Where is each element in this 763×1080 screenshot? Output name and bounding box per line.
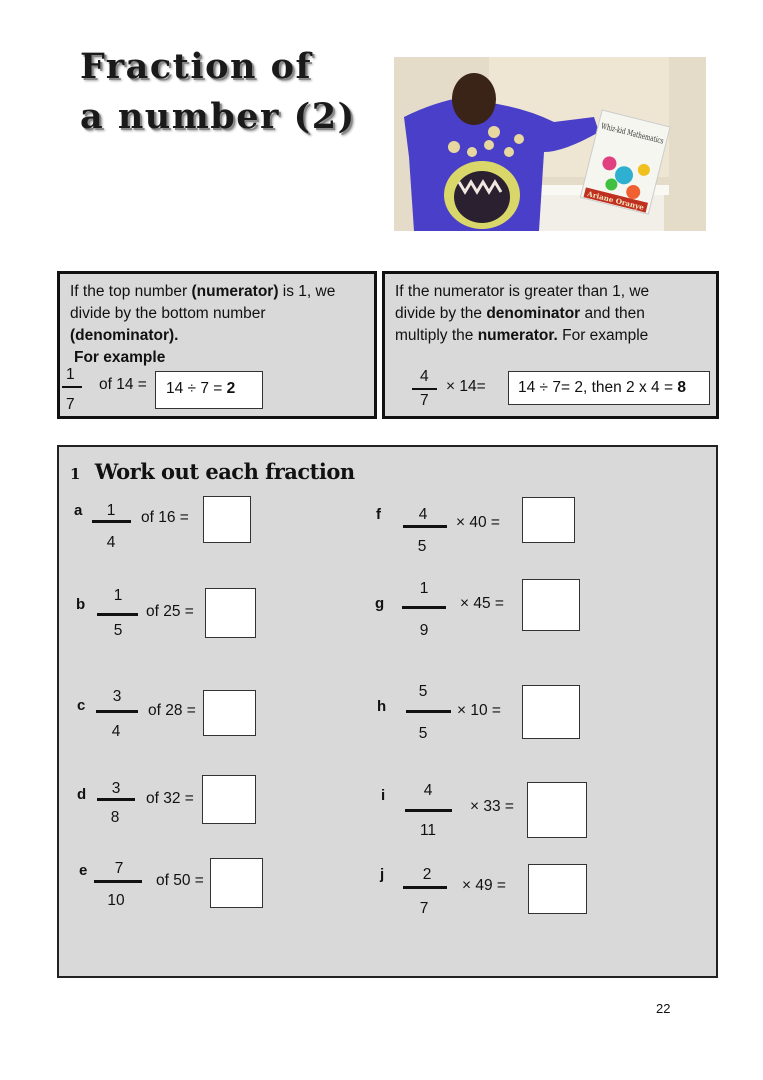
item-fraction-bar xyxy=(403,525,447,528)
item-numerator: 1 xyxy=(106,502,116,519)
info-left-line-3: (denominator). xyxy=(70,327,179,344)
item-label: a xyxy=(74,502,83,519)
item-operation-text: × 45 = xyxy=(460,595,504,612)
info-right-line-1: If the numerator is greater than 1, we xyxy=(395,283,650,300)
item-fraction-bar xyxy=(96,710,138,713)
item-fraction-bar xyxy=(97,798,135,801)
title-line-2: a number (2) xyxy=(80,96,356,137)
item-operation-text: of 32 = xyxy=(146,790,194,807)
example-right-text: × 14= xyxy=(446,378,486,395)
item-denominator: 9 xyxy=(419,622,429,639)
item-label: d xyxy=(77,786,87,803)
item-label: c xyxy=(77,697,86,714)
item-label: f xyxy=(376,506,381,523)
item-denominator: 5 xyxy=(417,538,427,555)
item-numerator: 1 xyxy=(419,580,429,597)
answer-box-j[interactable] xyxy=(528,864,587,914)
question-title: Work out each fraction xyxy=(94,459,355,484)
item-label: i xyxy=(381,787,386,804)
answer-box-g[interactable] xyxy=(522,579,580,631)
item-denominator: 10 xyxy=(107,892,125,909)
answer-box-f[interactable] xyxy=(522,497,575,543)
item-operation-text: × 10 = xyxy=(457,702,501,719)
example-right-answer: 14 ÷ 7= 2, then 2 x 4 = 8 xyxy=(508,371,710,405)
answer-box-i[interactable] xyxy=(527,782,587,838)
item-fraction-bar xyxy=(403,886,447,889)
item-operation-text: of 25 = xyxy=(146,603,194,620)
answer-box-b[interactable] xyxy=(205,588,256,638)
example-right-fraction-bar xyxy=(412,388,437,390)
item-numerator: 3 xyxy=(111,780,121,797)
example-left-denominator: 7 xyxy=(66,396,75,413)
example-right-numerator: 4 xyxy=(420,368,429,385)
item-denominator: 7 xyxy=(419,900,429,917)
item-numerator: 5 xyxy=(418,683,428,700)
item-fraction-bar xyxy=(97,613,138,616)
item-denominator: 11 xyxy=(419,822,437,839)
item-fraction-bar xyxy=(405,809,452,812)
item-operation-text: of 28 = xyxy=(148,702,196,719)
photo-illustration xyxy=(394,57,706,231)
page-number: 22 xyxy=(656,1001,671,1016)
answer-box-a[interactable] xyxy=(203,496,251,543)
title-line-1: Fraction of xyxy=(80,46,313,87)
item-operation-text: × 33 = xyxy=(470,798,514,815)
info-right-line-3: multiply the numerator. For example xyxy=(395,327,649,344)
example-left-text: of 14 = xyxy=(99,376,147,393)
item-label: e xyxy=(79,862,88,879)
item-fraction-bar xyxy=(92,520,131,523)
item-numerator: 4 xyxy=(418,506,428,523)
item-numerator: 7 xyxy=(114,860,124,877)
item-numerator: 1 xyxy=(113,587,123,604)
item-operation-text: × 49 = xyxy=(462,877,506,894)
item-denominator: 5 xyxy=(418,725,428,742)
item-denominator: 5 xyxy=(113,622,123,639)
item-denominator: 8 xyxy=(110,809,120,826)
answer-box-e[interactable] xyxy=(210,858,263,908)
item-operation-text: of 50 = xyxy=(156,872,204,889)
answer-box-c[interactable] xyxy=(203,690,256,736)
answer-box-h[interactable] xyxy=(522,685,580,739)
book-title-text: Whiz-kid Mathematics xyxy=(600,121,691,153)
item-fraction-bar xyxy=(406,710,451,713)
example-left-numerator: 1 xyxy=(66,366,75,383)
item-denominator: 4 xyxy=(106,534,116,551)
example-left-fraction-bar xyxy=(62,386,82,388)
item-label: h xyxy=(377,698,387,715)
item-numerator: 4 xyxy=(423,782,433,799)
page-title xyxy=(80,42,356,142)
photo-boy-with-book xyxy=(394,57,706,231)
item-label: g xyxy=(375,595,385,612)
info-left-line-2: divide by the bottom number xyxy=(70,305,266,322)
item-operation-text: of 16 = xyxy=(141,509,189,526)
item-denominator: 4 xyxy=(111,723,121,740)
info-left-line-1: If the top number (numerator) is 1, we xyxy=(70,283,336,300)
question-heading xyxy=(70,459,355,484)
info-right-line-2: divide by the denominator and then xyxy=(395,305,645,322)
item-operation-text: × 40 = xyxy=(456,514,500,531)
item-numerator: 3 xyxy=(112,688,122,705)
item-numerator: 2 xyxy=(422,866,432,883)
item-fraction-bar xyxy=(94,880,142,883)
item-fraction-bar xyxy=(402,606,446,609)
info-left-line-4: For example xyxy=(74,349,166,366)
answer-box-d[interactable] xyxy=(202,775,256,824)
question-number: 1 xyxy=(70,465,80,483)
example-right-denominator: 7 xyxy=(420,392,429,409)
item-label: j xyxy=(380,866,385,883)
item-label: b xyxy=(76,596,86,613)
book-author-text: Ariane Oranye xyxy=(586,189,644,212)
example-left-answer: 14 ÷ 7 = 2 xyxy=(155,371,263,409)
